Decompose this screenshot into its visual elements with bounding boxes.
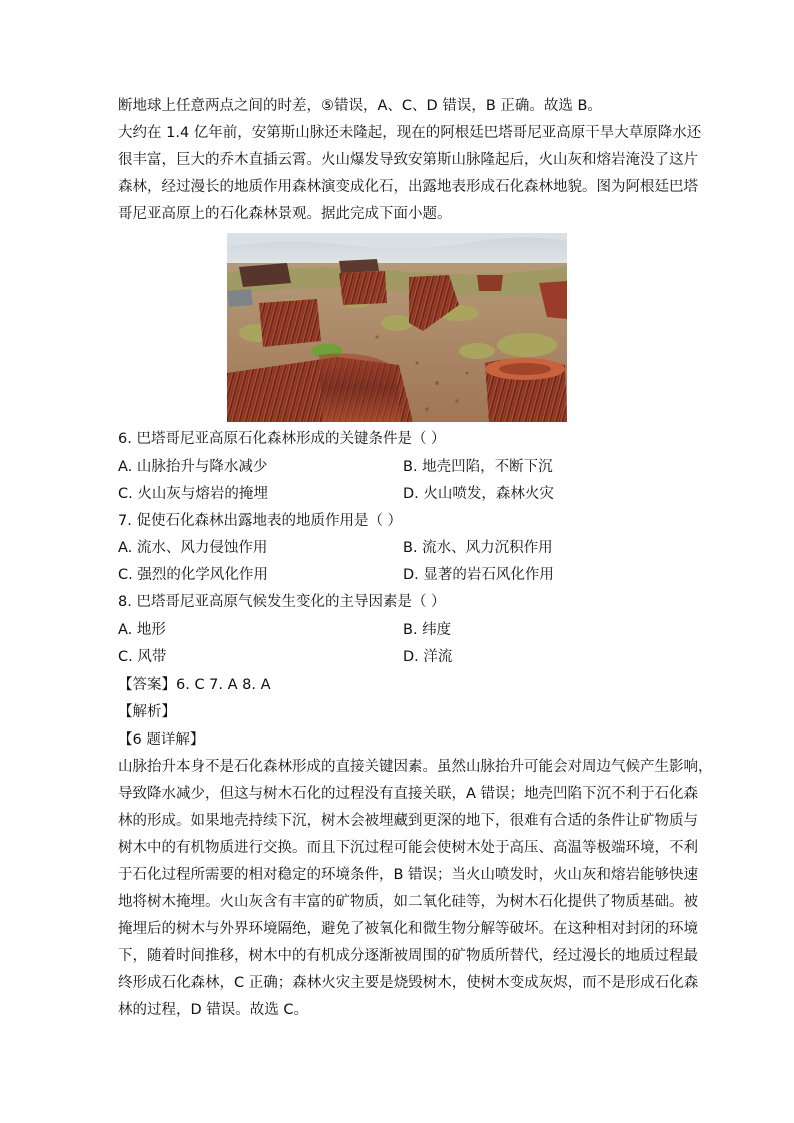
answer-line: 【答案】6. C 7. A 8. A xyxy=(118,677,271,693)
question-option: C. 风带 xyxy=(118,649,167,665)
petrified-forest-photo xyxy=(227,233,567,422)
question-option: B. 纬度 xyxy=(403,622,452,638)
explanation-line: 终形成石化森林，C 正确；森林火灾主要是烧毁树木，使树木变成灰烬，而不是形成石化森 xyxy=(118,975,699,991)
intro-line: 断地球上任意两点之间的时差，⑤错误，A、C、D 错误，B 正确。故选 B。 xyxy=(118,98,602,114)
detail-label: 【6 题详解】 xyxy=(118,732,205,748)
intro-line: 很丰富，巨大的乔木直插云霄。火山爆发导致安第斯山脉隆起后，火山灰和熔岩淹没了这片 xyxy=(118,152,698,168)
question-option: D. 显著的岩石风化作用 xyxy=(403,567,554,583)
question-option: C. 火山灰与熔岩的掩埋 xyxy=(118,486,268,502)
question-option: A. 山脉抬升与降水减少 xyxy=(118,459,268,475)
explanation-line: 掩埋后的树木与外界环境隔绝，避免了被氧化和微生物分解等破坏。在这种相对封闭的环境 xyxy=(118,921,698,937)
explanation-line: 导致降水减少，但这与树木石化的过程没有直接关联，A 错误；地壳凹陷下沉不利于石化森 xyxy=(118,786,699,802)
question-option: C. 强烈的化学风化作用 xyxy=(118,567,268,583)
explanation-line: 树木中的有机物质进行交换。而且下沉过程可能会使树木处于高压、高温等极端环境，不利 xyxy=(118,840,698,856)
intro-line: 哥尼亚高原上的石化森林景观。据此完成下面小题。 xyxy=(118,206,452,222)
explanation-line: 林的过程，D 错误。故选 C。 xyxy=(118,1002,309,1018)
question-option: B. 流水、风力沉积作用 xyxy=(403,540,553,556)
explanation-line: 地将树木掩埋。火山灰含有丰富的矿物质，如二氧化硅等，为树木石化提供了物质基础。被 xyxy=(118,894,698,910)
explanation-line: 山脉抬升本身不是石化森林形成的直接关键因素。虽然山脉抬升可能会对周边气候产生影响， xyxy=(118,759,713,775)
question-stem: 7. 促使石化森林出露地表的地质作用是（ ） xyxy=(118,513,403,529)
intro-line: 森林，经过漫长的地质作用森林演变成化石，出露地表形成石化森林地貌。图为阿根廷巴塔 xyxy=(118,179,698,195)
question-stem: 6. 巴塔哥尼亚高原石化森林形成的关键条件是（ ） xyxy=(118,431,446,447)
explanation-line: 林的形成。如果地壳持续下沉，树木会被埋藏到更深的地下，很难有合适的条件让矿物质与 xyxy=(118,813,698,829)
analysis-label: 【解析】 xyxy=(118,704,176,720)
question-option: D. 洋流 xyxy=(403,649,453,665)
explanation-line: 于石化过程所需要的相对稳定的环境条件，B 错误；当火山喷发时，火山灰和熔岩能够快速 xyxy=(118,867,699,883)
intro-line: 大约在 1.4 亿年前，安第斯山脉还未隆起，现在的阿根廷巴塔哥尼亚高原干旱大草原降水还 xyxy=(118,125,702,141)
question-option: D. 火山喷发，森林火灾 xyxy=(403,486,554,502)
explanation-line: 下，随着时间推移，树木中的有机成分逐渐被周围的矿物质所替代，经过漫长的地质过程最 xyxy=(118,948,698,964)
question-stem: 8. 巴塔哥尼亚高原气候发生变化的主导因素是（ ） xyxy=(118,594,446,610)
question-option: B. 地壳凹陷，不断下沉 xyxy=(403,459,553,475)
question-option: A. 流水、风力侵蚀作用 xyxy=(118,540,268,556)
question-option: A. 地形 xyxy=(118,622,166,638)
